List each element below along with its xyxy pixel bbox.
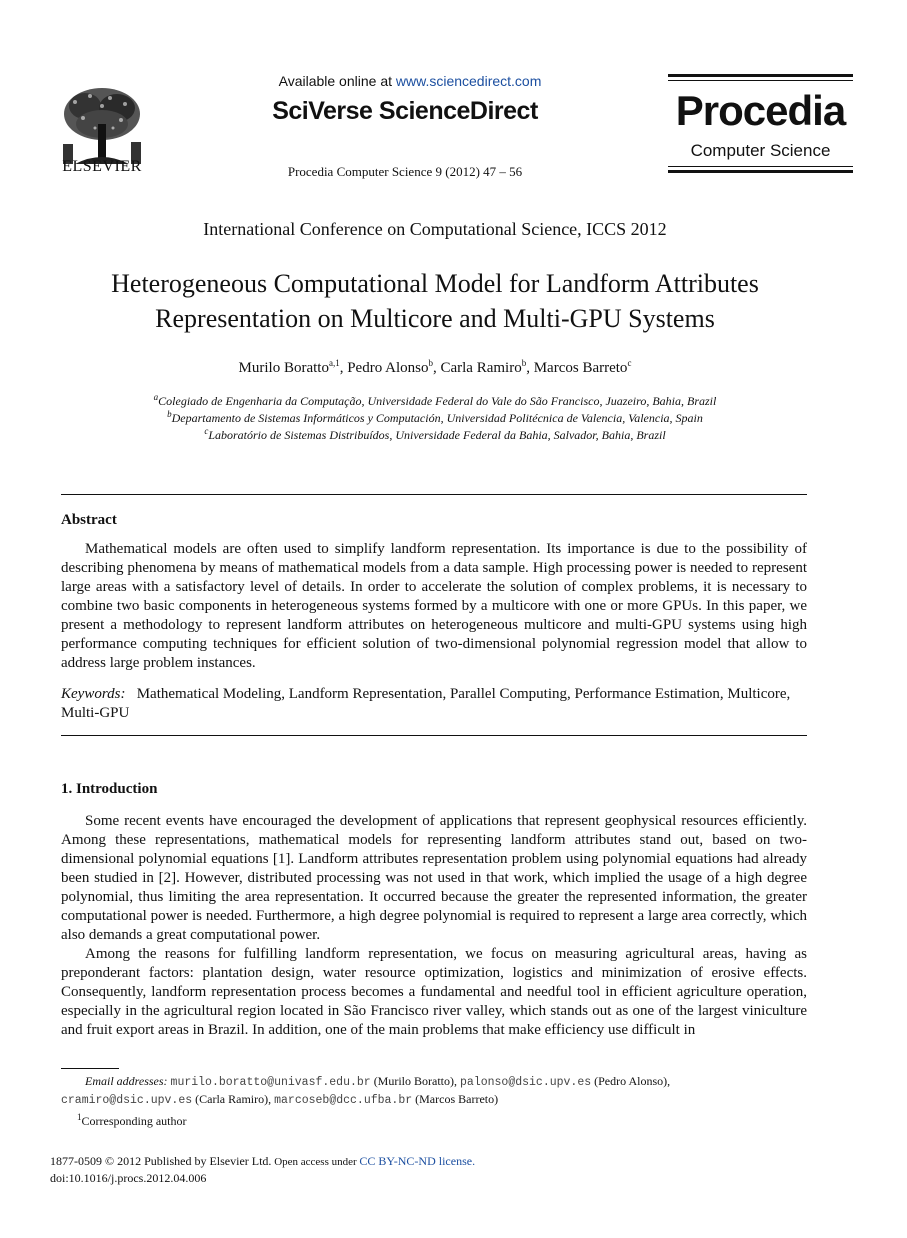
author-sep: ,: [526, 360, 534, 376]
author-name: Marcos Barreto: [533, 360, 628, 376]
email-owner: (Murilo Boratto),: [370, 1074, 461, 1088]
email-owner: (Marcos Barreto): [412, 1092, 499, 1106]
corresponding-footnote: [61, 1109, 807, 1129]
email-owner: (Pedro Alonso),: [591, 1074, 671, 1088]
affiliation-sup: c: [204, 426, 209, 436]
divider: [61, 735, 807, 736]
abstract-text: Mathematical models are often used to simplify landform representation. Its importance is due to the possibility of describing phenomena by means of mathematical models from a data sample. High processing power is needed to represent large areas with a satisfactory level of details. In order to accelerate the solution of complex problems, it is necessary to combine two basic components in heterogeneous systems formed by a multicore with one or more GPUs. In this paper, we present a methodology to represent landform attributes on heterogeneous multicore and multi-GPU systems using high performance computing techniques for efficient solution of two-dimensional polynomial regression model that allow to address large problem instances.: [61, 541, 807, 671]
doi: doi:10.1016/j.procs.2012.04.006: [50, 1171, 207, 1185]
corresponding-sup: 1: [77, 1112, 82, 1122]
procedia-bottom-rule-thin: [668, 166, 853, 167]
author-name: Murilo Boratto: [238, 360, 329, 376]
affiliation-a: [60, 392, 810, 409]
license-link[interactable]: CC BY-NC-ND license.: [359, 1154, 476, 1168]
email-owner: (Carla Ramiro),: [192, 1092, 275, 1106]
available-online-line: [260, 73, 560, 89]
conference-name: International Conference on Computational Science, ICCS 2012: [203, 219, 667, 239]
email-link[interactable]: palonso@dsic.upv.es: [460, 1076, 592, 1089]
keywords-text: Mathematical Modeling, Landform Representation, Parallel Computing, Performance Estimation, Multicore, Multi-GPU: [61, 686, 791, 721]
procedia-top-rule-thin: [668, 80, 853, 81]
email-label: Email addresses:: [85, 1074, 168, 1088]
affiliation-text: Departamento de Sistemas Informáticos y Computación, Universidad Politécnica de Valencia, Valencia, Spain: [171, 411, 703, 425]
author-sup: c: [627, 358, 632, 368]
author-sep: ,: [339, 360, 348, 376]
elsevier-wordmark: ELSEVIER: [62, 158, 142, 175]
issn-text: 1877-0509 © 2012 Published by Elsevier Ltd.: [50, 1154, 272, 1168]
sciverse-sciencedirect-logo: SciVerse ScienceDirect: [272, 97, 538, 125]
abstract-body: [61, 540, 807, 673]
introduction-heading: 1. Introduction: [61, 781, 158, 797]
abstract-heading: Abstract: [61, 512, 117, 528]
intro-paragraph-1: Some recent events have encouraged the development of applications that represent geophysical resources efficiently. Among these representations, mathematical models for representing landform attributes stand out, based on two-dimensional polynomial equations [1]. Landform attributes representation problem using polynomial equations had already been studied in [2]. However, distributed processing was not used in that work, which implied the usage of a high degree polynomial, thus limiting the area representation. It occurred because the greater the represented information, the greater computational power is needed. Furthermore, a high degree polynomial is required to represent a large area correctly, which also demands a great computational power.: [61, 813, 807, 943]
sciencedirect-link[interactable]: www.sciencedirect.com: [395, 73, 542, 89]
journal-reference: Procedia Computer Science 9 (2012) 47 – 56: [287, 164, 523, 179]
keywords-label: Keywords:: [61, 686, 126, 702]
email-link[interactable]: marcoseb@dcc.ufba.br: [274, 1094, 413, 1107]
open-access-text: Open access under: [271, 1156, 360, 1168]
procedia-subtitle: Computer Science: [690, 141, 831, 160]
affiliation-c: [60, 426, 810, 443]
keywords: [61, 685, 807, 723]
author-sep: ,: [432, 360, 441, 376]
affiliation-sup: b: [167, 409, 172, 419]
email-footnote: [61, 1073, 807, 1109]
footnote-rule: [61, 1068, 119, 1069]
available-prefix: Available online at: [278, 73, 396, 89]
author-list: [60, 358, 810, 377]
procedia-logo: Procedia: [675, 87, 846, 134]
author-name: Pedro Alonso: [347, 360, 429, 376]
corresponding-text: Corresponding author: [81, 1114, 187, 1128]
affiliation-sup: a: [153, 392, 159, 402]
title-line-2: Representation on Multicore and Multi-GPU Systems: [155, 304, 715, 333]
introduction-body: [61, 812, 807, 1040]
email-link[interactable]: murilo.boratto@univasf.edu.br: [170, 1076, 371, 1089]
divider: [61, 494, 807, 495]
paper-title: [60, 266, 810, 336]
email-link[interactable]: cramiro@dsic.upv.es: [61, 1094, 193, 1107]
author-sup: b: [428, 358, 433, 368]
affiliation-text: Colegiado de Engenharia da Computação, Universidade Federal do Vale do São Francisco, Juazeiro, Bahia, Brazil: [158, 394, 717, 408]
footnotes: [61, 1073, 807, 1129]
publication-info: [50, 1153, 650, 1186]
issn-line: [50, 1153, 650, 1170]
procedia-bottom-rule: [668, 170, 853, 173]
author-sup: a,1: [328, 358, 340, 368]
author-name: Carla Ramiro: [440, 360, 522, 376]
procedia-top-rule: [668, 74, 853, 77]
affiliation-text: Laboratório de Sistemas Distribuídos, Universidade Federal da Bahia, Salvador, Bahia, Brazil: [208, 428, 666, 442]
title-line-1: Heterogeneous Computational Model for Landform Attributes: [111, 269, 759, 298]
intro-paragraph-2: Among the reasons for fulfilling landform representation, we focus on measuring agricultural areas, having as preponderant factors: plantation design, water resource optimization, logistics and minimization of erosive effects. Consequently, landform representation process becomes a fundamental and needful tool in efficient agriculture operation, especially in the agricultural region located in São Francisco river valley, which stands out as one of the largest viniculture and fruit export areas in Brazil. In addition, one of the main problems that make efficiency use difficult in: [61, 946, 807, 1038]
author-sup: b: [521, 358, 527, 368]
affiliation-b: [60, 409, 810, 426]
